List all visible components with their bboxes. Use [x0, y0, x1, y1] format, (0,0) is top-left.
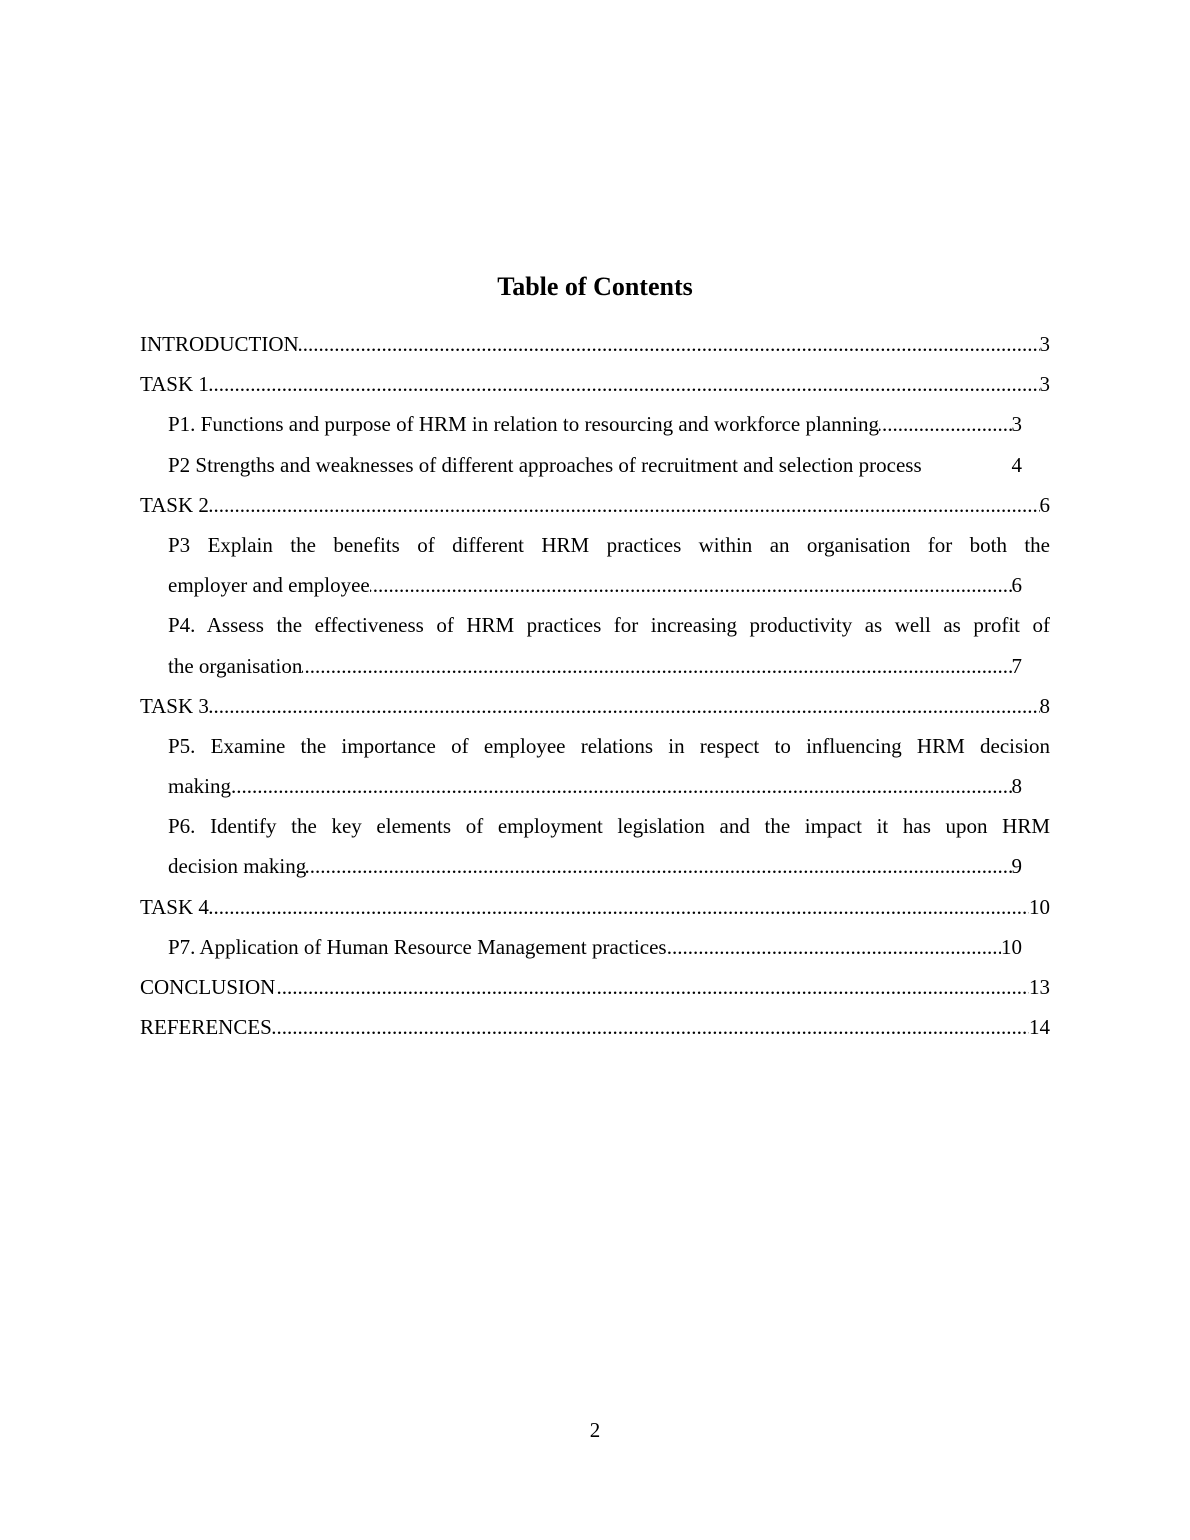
toc-entry-conclusion[interactable] — [140, 967, 1050, 1007]
toc-entry-label: TASK 1 — [140, 372, 209, 397]
page-number: 2 — [589, 1418, 601, 1442]
toc-entry-task-4[interactable] — [140, 887, 1050, 927]
toc-entry-label: TASK 2 — [140, 492, 209, 517]
toc-entry-label: P7. Application of Human Resource Management practices — [168, 934, 667, 959]
toc-entry-label: TASK 4 — [140, 894, 209, 919]
toc-entry-task-2[interactable] — [140, 485, 1050, 525]
toc-entry-p4[interactable] — [168, 605, 1050, 685]
toc-entry-line-2 — [168, 846, 1022, 886]
toc-entry-page: 8 — [1012, 766, 1023, 806]
toc-entry-page: 13 — [1029, 967, 1050, 1007]
toc-entry-page: 10 — [1001, 927, 1022, 967]
dot-leader — [140, 887, 1050, 927]
toc-title: Table of Contents — [497, 272, 693, 301]
toc-entry-p2[interactable] — [168, 445, 1022, 485]
dot-leader — [140, 485, 1050, 525]
dot-leader — [140, 686, 1050, 726]
toc-entry-page: 3 — [1040, 364, 1051, 404]
toc-entry-label: REFERENCES — [140, 1015, 272, 1040]
toc-entry-references[interactable] — [140, 1007, 1050, 1047]
toc-entry-p3[interactable] — [168, 525, 1050, 605]
toc-entry-page: 10 — [1029, 887, 1050, 927]
toc-entry-task-3[interactable] — [140, 686, 1050, 726]
toc-entry-label-line-2: decision making — [168, 854, 307, 879]
toc-entry-line-2 — [168, 565, 1022, 605]
toc-entry-task-1[interactable] — [140, 364, 1050, 404]
toc-entry-label-line-1: P3 Explain the benefits of different HRM practices within an organisation for both the — [168, 532, 1050, 557]
table-of-contents — [140, 324, 1050, 1047]
toc-entry-page: 8 — [1040, 686, 1051, 726]
toc-entry-p5[interactable] — [168, 726, 1050, 806]
toc-entry-label-line-2: the organisation — [168, 653, 303, 678]
toc-entry-p1[interactable] — [168, 404, 1022, 444]
toc-entry-line-2 — [168, 766, 1022, 806]
dot-leader — [168, 766, 1022, 806]
toc-entry-label: P1. Functions and purpose of HRM in relation to resourcing and workforce planning — [168, 412, 879, 437]
dot-leader — [140, 967, 1050, 1007]
toc-entry-label-line-1: P5. Examine the importance of employee relations in respect to influencing HRM decision — [168, 733, 1050, 758]
toc-entry-page: 6 — [1040, 485, 1051, 525]
toc-entry-label-line-2: employer and employee — [168, 573, 370, 598]
toc-entry-p7[interactable] — [168, 927, 1022, 967]
toc-entry-label: INTRODUCTION — [140, 332, 299, 356]
toc-entry-page: 4 — [1012, 445, 1023, 485]
toc-entry-page: 3 — [1012, 404, 1023, 444]
toc-entry-introduction[interactable] — [140, 324, 1050, 364]
toc-entry-label-line-2: making — [168, 774, 231, 799]
toc-entry-label: CONCLUSION — [140, 975, 276, 999]
toc-entry-page: 9 — [1012, 846, 1023, 886]
toc-entry-line-2 — [168, 646, 1022, 686]
toc-entry-page: 3 — [1040, 324, 1051, 364]
toc-entry-page: 6 — [1012, 565, 1023, 605]
toc-entry-label: TASK 3 — [140, 693, 209, 718]
dot-leader — [140, 364, 1050, 404]
toc-entry-label-line-1: P6. Identify the key elements of employment legislation and the impact it has upon HRM — [168, 814, 1050, 839]
toc-entry-label-line-1: P4. Assess the effectiveness of HRM practices for increasing productivity as well as profit of — [168, 613, 1050, 638]
toc-entry-label: P2 Strengths and weaknesses of different approaches of recruitment and selection process — [168, 452, 922, 477]
toc-entry-p6[interactable] — [168, 806, 1050, 886]
toc-entry-page: 14 — [1029, 1007, 1050, 1047]
dot-leader — [140, 1007, 1050, 1047]
toc-entry-page: 7 — [1012, 646, 1023, 686]
